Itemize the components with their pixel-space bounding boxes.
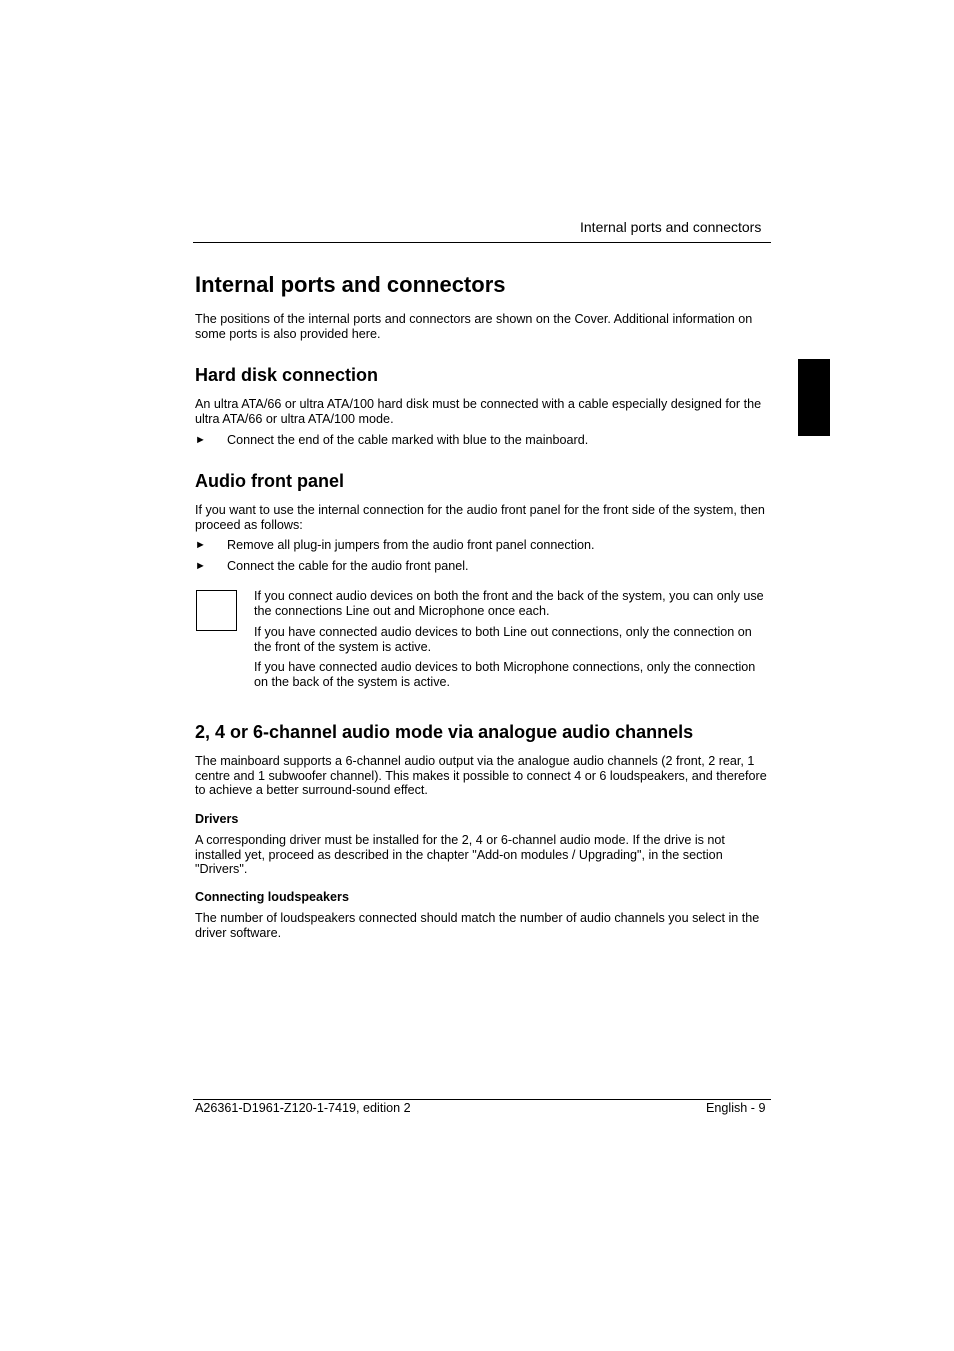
bullet-arrow-icon: ► (195, 434, 206, 446)
step-text: Remove all plug-in jumpers from the audio front panel connection. (227, 538, 595, 552)
intro-paragraph: The positions of the internal ports and connectors are shown on the Cover. Additional information on some ports is also provided here. (195, 312, 753, 341)
step-text: Connect the end of the cable marked with blue to the mainboard. (227, 433, 589, 447)
note-icon (196, 590, 237, 631)
footer-divider (193, 1099, 771, 1100)
channel-mode-heading: 2, 4 or 6-channel audio mode via analogue audio channels (195, 722, 694, 742)
channel-mode-paragraph: The mainboard supports a 6-channel audio output via the analogue audio channels (2 front, 2 rear, 1 centre and 1 subwoofer channel). This makes it possible to connect 4 or 6 loudspeakers, and therefore to achieve a better surround-sound effect. (195, 754, 767, 797)
drivers-heading: Drivers (195, 812, 239, 826)
note-paragraph: If you have connected audio devices to both Line out connections, only the connection on the front of the system is active. (254, 625, 752, 654)
page-title: Internal ports and connectors (195, 272, 506, 297)
bullet-arrow-icon: ► (195, 539, 206, 551)
loudspeakers-paragraph: The number of loudspeakers connected should match the number of audio channels you select in the driver software. (195, 911, 760, 940)
bullet-arrow-icon: ► (195, 560, 206, 572)
footer-page-number: English - 9 (706, 1101, 766, 1115)
running-header: Internal ports and connectors (580, 219, 762, 235)
header-divider (193, 242, 771, 243)
chapter-tab-marker (798, 359, 830, 436)
loudspeakers-heading: Connecting loudspeakers (195, 890, 349, 904)
note-paragraph: If you connect audio devices on both the front and the back of the system, you can only use the connections Line out and Microphone once each. (254, 589, 764, 618)
audio-front-heading: Audio front panel (195, 471, 344, 491)
hard-disk-heading: Hard disk connection (195, 365, 379, 385)
note-paragraph: If you have connected audio devices to both Microphone connections, only the connection on the back of the system is active. (254, 660, 756, 689)
hard-disk-paragraph: An ultra ATA/66 or ultra ATA/100 hard disk must be connected with a cable especially designed for the ultra ATA/66 or ultra ATA/100 mode. (195, 397, 762, 426)
step-text: Connect the cable for the audio front panel. (227, 559, 469, 573)
drivers-paragraph: A corresponding driver must be installed for the 2, 4 or 6-channel audio mode. If the drive is not installed yet, proceed as described in the chapter "Add-on modules / Upgrading", in the section "Drivers". (195, 833, 725, 876)
footer-doc-id: A26361-D1961-Z120-1-7419, edition 2 (195, 1101, 411, 1115)
audio-front-paragraph: If you want to use the internal connection for the audio front panel for the front side of the system, then proceed as follows: (195, 503, 765, 532)
